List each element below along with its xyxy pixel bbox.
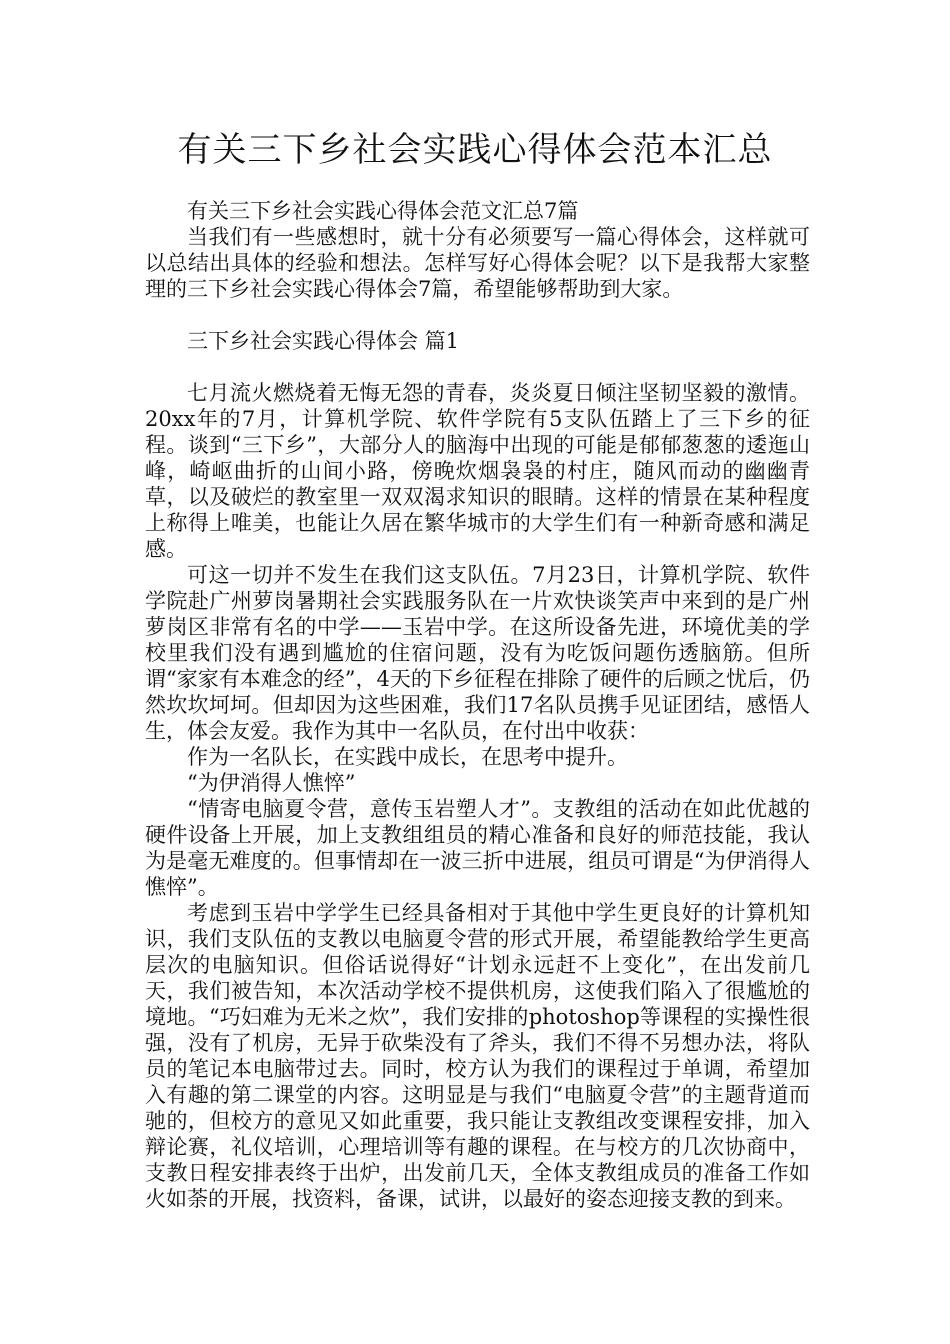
body-paragraph-4: “为伊消得人憔悴” <box>187 771 356 795</box>
body-paragraph-1: 七月流火燃烧着无悔无怨的青春，炎炎夏日倾注坚韧坚毅的激情。20xx年的7月，计算机学院、软件学院有5支队伍踏上了三下乡的征程。谈到“三下乡”，大部分人的脑海中出现的可能是郁郁葱葱的逶迤山峰，崎岖曲折的山间小路，傍晚炊烟袅袅的村庄，随风而动的幽幽青草，以及破烂的教室里一双双渴求知识的眼睛。这样的情景在某种程度上称得上唯美，也能让久居在繁华城市的大学生们有一种新奇感和满足感。 <box>145 381 810 561</box>
body-paragraph-3: 作为一名队长，在实践中成长，在思考中提升。 <box>187 745 628 769</box>
document-subtitle: 有关三下乡社会实践心得体会范文汇总7篇 <box>187 199 579 223</box>
body-paragraph-2: 可这一切并不发生在我们这支队伍。7月23日，计算机学院、软件学院赴广州萝岗暑期社会实践服务队在一片欢快谈笑声中来到的是广州萝岗区非常有名的中学——玉岩中学。在这所设备先进，环境优美的学校里我们没有遇到尴尬的住宿问题，没有为吃饭问题伤透脑筋。但所谓“家家有本难念的经”，4天的下乡征程在排除了硬件的后顾之忧后，仍然坎坎坷坷。但却因为这些困难，我们17名队员携手见证团结，感悟人生，体会友爱。我作为其中一名队员，在付出中收获： <box>145 563 810 743</box>
body-paragraph-6: 考虑到玉岩中学学生已经具备相对于其他中学生更良好的计算机知识，我们支队伍的支教以电脑夏令营的形式开展，希望能教给学生更高层次的电脑知识。但俗话说得好“计划永远赶不上变化”，在出发前几天，我们被告知，本次活动学校不提供机房，这使我们陷入了很尴尬的境地。“巧妇难为无米之炊”，我们安排的photoshop等课程的实操性很强，没有了机房，无异于砍柴没有了斧头，我们不得不另想办法，将队员的笔记本电脑带过去。同时，校方认为我们的课程过于单调，希望加入有趣的第二课堂的内容。这明显是与我们“电脑夏令营”的主题背道而驰的，但校方的意见又如此重要，我只能让支教组改变课程安排，加入辩论赛，礼仪培训，心理培训等有趣的课程。在与校方的几次协商中，支教日程安排表终于出炉，出发前几天，全体支教组成员的准备工作如火如荼的开展，找资料，备课，试讲，以最好的姿态迎接支教的到来。 <box>145 901 810 1211</box>
body-paragraph-5: “情寄电脑夏令营，意传玉岩塑人才”。支教组的活动在如此优越的硬件设备上开展，加上支教组组员的精心准备和良好的师范技能，我认为是毫无难度的。但事情却在一波三折中进展，组员可谓是“为伊消得人憔悴”。 <box>145 797 810 899</box>
intro-paragraph: 当我们有一些感想时，就十分有必须要写一篇心得体会，这样就可以总结出具体的经验和想法。怎样写好心得体会呢？以下是我帮大家整理的三下乡社会实践心得体会7篇，希望能够帮助到大家。 <box>145 225 810 301</box>
document-body <box>145 198 810 1212</box>
section-heading: 三下乡社会实践心得体会 篇1 <box>187 329 460 353</box>
document-title: 有关三下乡社会实践心得体会范本汇总 <box>177 130 773 170</box>
